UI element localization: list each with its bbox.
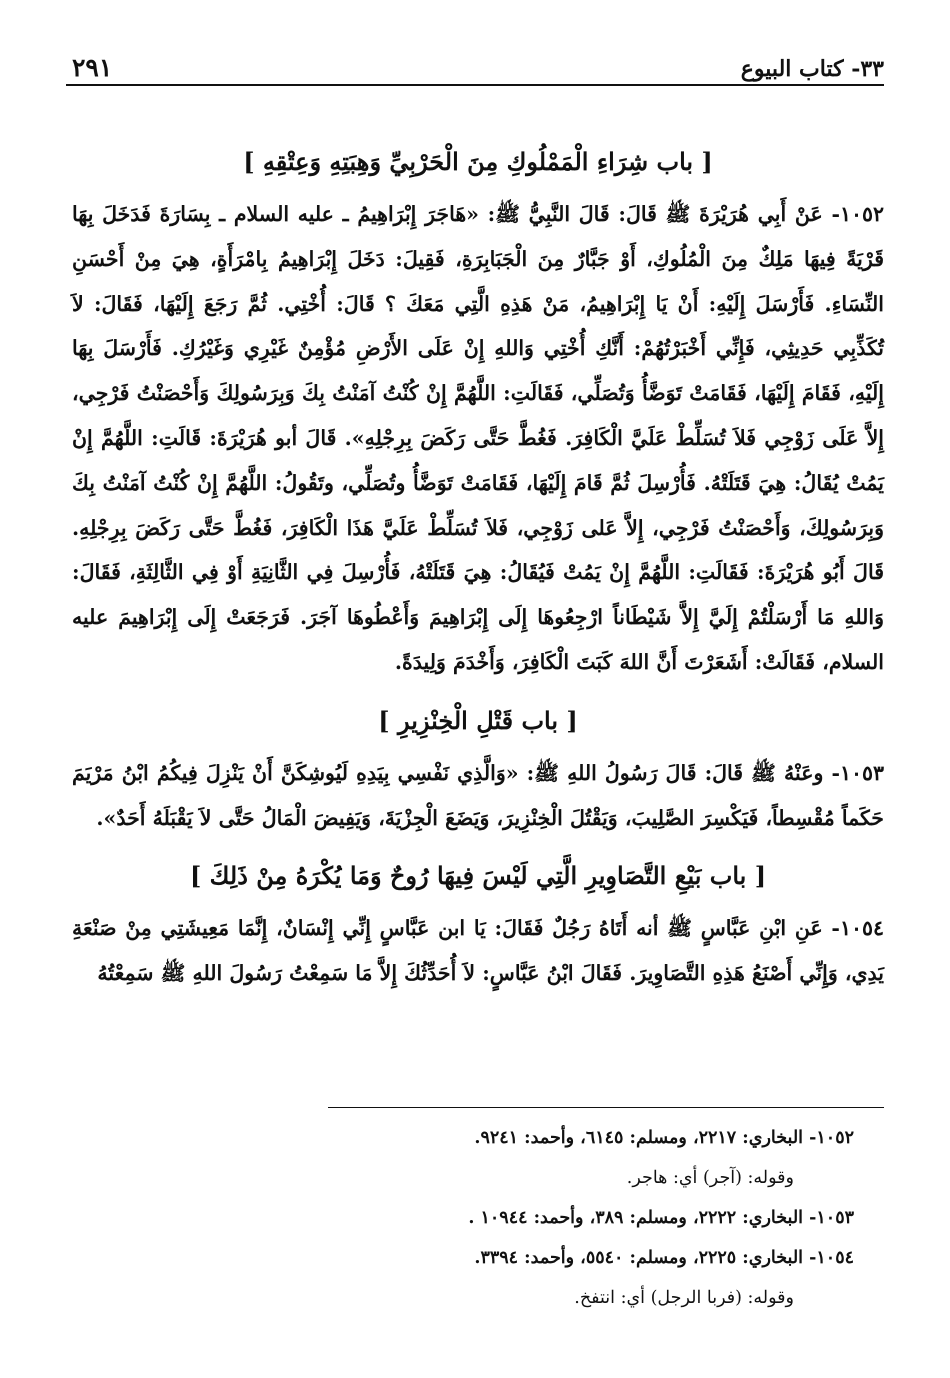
page-header: [72, 36, 884, 82]
footnote: ١٠٥٢- البخاري: ٢٢١٧، ومسلم: ٦١٤٥، وأحمد: ٩٢٤١.: [474, 1128, 854, 1148]
chapter-title: ٣٣- كتاب البيوع: [740, 56, 884, 82]
page-body: [72, 132, 884, 996]
footnote: ١٠٥٤- البخاري: ٢٢٢٥، ومسلم: ٥٥٤٠، وأحمد: ٣٣٩٤.: [474, 1248, 854, 1268]
footnote-note: وقوله: (فربا الرجل) أي: انتفخ.: [574, 1288, 794, 1308]
page-number: ٢٩١: [72, 53, 113, 82]
section-heading: [ باب قَتْلِ الْخِنْزِيرِ ]: [378, 705, 578, 735]
footnote-note: وقوله: (آجر) أي: هاجر.: [626, 1168, 794, 1188]
hadith-number: ١٠٥٣-: [831, 760, 884, 785]
header-divider: [66, 84, 884, 86]
hadith-text: وعَنْهُ ﷺ قَالَ: قَالَ رَسُولُ اللهِ ﷺ: «وَالَّذِي نَفْسِي بِيَدِهِ لَيُوشِكَنَّ أَنْ يَنْزِلَ فِيكُمُ ابْنُ مَرْيَمَ حَكَماً مُقْسِطاً، فَيَكْسِرَ الصَّلِيبَ، وَيَقْتُلَ الْخِنْزِيرَ، وَيَضَعَ الْجِزْيَةَ، وَيَفِيضَ الْمَالُ حَتَّى لاَ يَقْبَلَهُ أَحَدٌ».: [72, 760, 884, 830]
hadith-number: ١٠٥٤-: [831, 916, 884, 941]
footnotes: [94, 1118, 854, 1318]
hadith-number: ١٠٥٢-: [831, 202, 885, 226]
hadith-text: عَنِ ابْنِ عَبَّاسٍ ﷺ أنه أَتَاهُ رَجُلٌ فَقَالَ: يَا ابن عَبَّاسٍ إِنِّي إِنْسَانٌ، إِنَّمَا مَعِيشَتِي مِنْ صَنْعَةِ يَدِي، وَإِنِّي أَصْنَعُ هَذِهِ التَّصَاوِيرَ. فَقَالَ ابْنُ عَبَّاسٍ: لاَ أُحَدِّثُكَ إِلاَّ مَا سَمِعْتُ رَسُولَ اللهِ ﷺ سَمِعْتُهُ: [72, 916, 884, 986]
hadith-paragraph: [72, 751, 884, 841]
section-heading: [ باب شِرَاءِ الْمَمْلُوكِ مِنَ الْحَرْبِيِّ وَهِبَتِهِ وَعِتْقِهِ ]: [243, 147, 713, 176]
hadith-text: عَنْ أَبِي هُرَيْرَةَ ﷺ قَالَ: قَالَ النَّبِيُّ ﷺ: «هَاجَرَ إِبْرَاهِيمُ ـ عليه السلام ـ بِسَارَةَ فَدَخَلَ بِهَا قَرْيَةً فِيهَا مَلِكٌ مِنَ الْمُلُوكِ، أَوْ جَبَّارٌ مِنَ الْجَبَابِرَةِ، فَقِيلَ: دَخَلَ إِبْرَاهِيمُ بِامْرَأَةٍ، هِيَ مِنْ أَحْسَنِ النِّسَاءِ. فَأَرْسَلَ إِلَيْهِ: أَنْ يَا إِبْرَاهِيمُ، مَنْ هَذِهِ الَّتِي مَعَكَ ؟ قَالَ: أُخْتِي. ثُمَّ رَجَعَ إِلَيْهَا، فَقَالَ: لاَ تُكَذِّبِي حَدِيثِي، فَإِنِّي أَخْبَرْتُهُمْ: أَنَّكِ أُخْتِي وَاللهِ إِنْ عَلَى الأَرْضِ مُؤْمِنٌ غَيْرِي وَغَيْرُكِ. فَأَرْسَلَ بِهَا إِلَيْهِ، فَقَامَ إِلَيْهَا، فَقَامَتْ تَوَضَّأُ وَتُصَلِّي، فَقَالَتِ: اللَّهُمَّ إِنْ كُنْتُ آمَنْتُ بِكَ وَبِرَسُولِكَ وَأَحْصَنْتُ فَرْجِي، إِلاَّ عَلَى زَوْجِي فَلاَ تُسَلِّطْ عَلَيَّ الْكَافِرَ. فَغُطَّ حَتَّى رَكَضَ بِرِجْلِهِ». قَالَ أبو هُرَيْرَةَ: قَالَتِ: اللَّهُمَّ إِنْ يَمُتْ يُقَالُ: هِيَ قَتَلَتْهُ. فَأُرْسِلَ ثُمَّ قَامَ إِلَيْهَا، فَقَامَتْ تَوَضَّأُ وتُصَلِّي، وتَقُولُ: اللَّهُمَّ إِنْ كُنْتُ آمَنْتُ بِكَ وَبِرَسُولِكَ، وَأَحْصَنْتُ فَرْجِي، إِلاَّ عَلى زَوْجِي، فَلاَ تُسَلِّطْ عَلَيَّ هَذَا الْكَافِرَ، فَغُطَّ حَتَّى رَكَضَ بِرِجْلِهِ. قَالَ أَبُو هُرَيْرَةَ: فَقَالَتِ: اللَّهُمَّ إِنْ يَمُتْ فَيُقَالُ: هِيَ قَتَلَتْهُ، فَأُرْسِلَ فِي الثَّانِيَةِ أَوْ فِي الثَّالِثَةِ، فَقَالَ: وَاللهِ مَا أَرْسَلْتُمْ إِلَيَّ إِلاَّ شَيْطَاناً ارْجِعُوهَا إِلَى إِبْرَاهِيمَ وَأَعْطُوهَا آجَرَ. فَرَجَعَتْ إِلَى إِبْرَاهِيمَ عليه السلام، فَقَالَتْ: أَشَعَرْتَ أَنَّ اللهَ كَبَتَ الْكَافِرَ، وَأَخْدَمَ وَلِيدَةً.: [72, 202, 884, 674]
section-heading: [ باب بَيْعِ التَّصَاوِيرِ الَّتِي لَيْسَ فِيهَا رُوحٌ وَمَا يُكْرَهُ مِنْ ذَلِكَ ]: [189, 861, 767, 891]
hadith-paragraph: [72, 192, 884, 685]
footnote-divider: [328, 1107, 884, 1108]
footnote: ١٠٥٣- البخاري: ٢٢٢٢، ومسلم: ٣٨٩، وأحمد: ١٠٩٤٤ .: [468, 1208, 854, 1228]
hadith-paragraph: [72, 906, 884, 996]
